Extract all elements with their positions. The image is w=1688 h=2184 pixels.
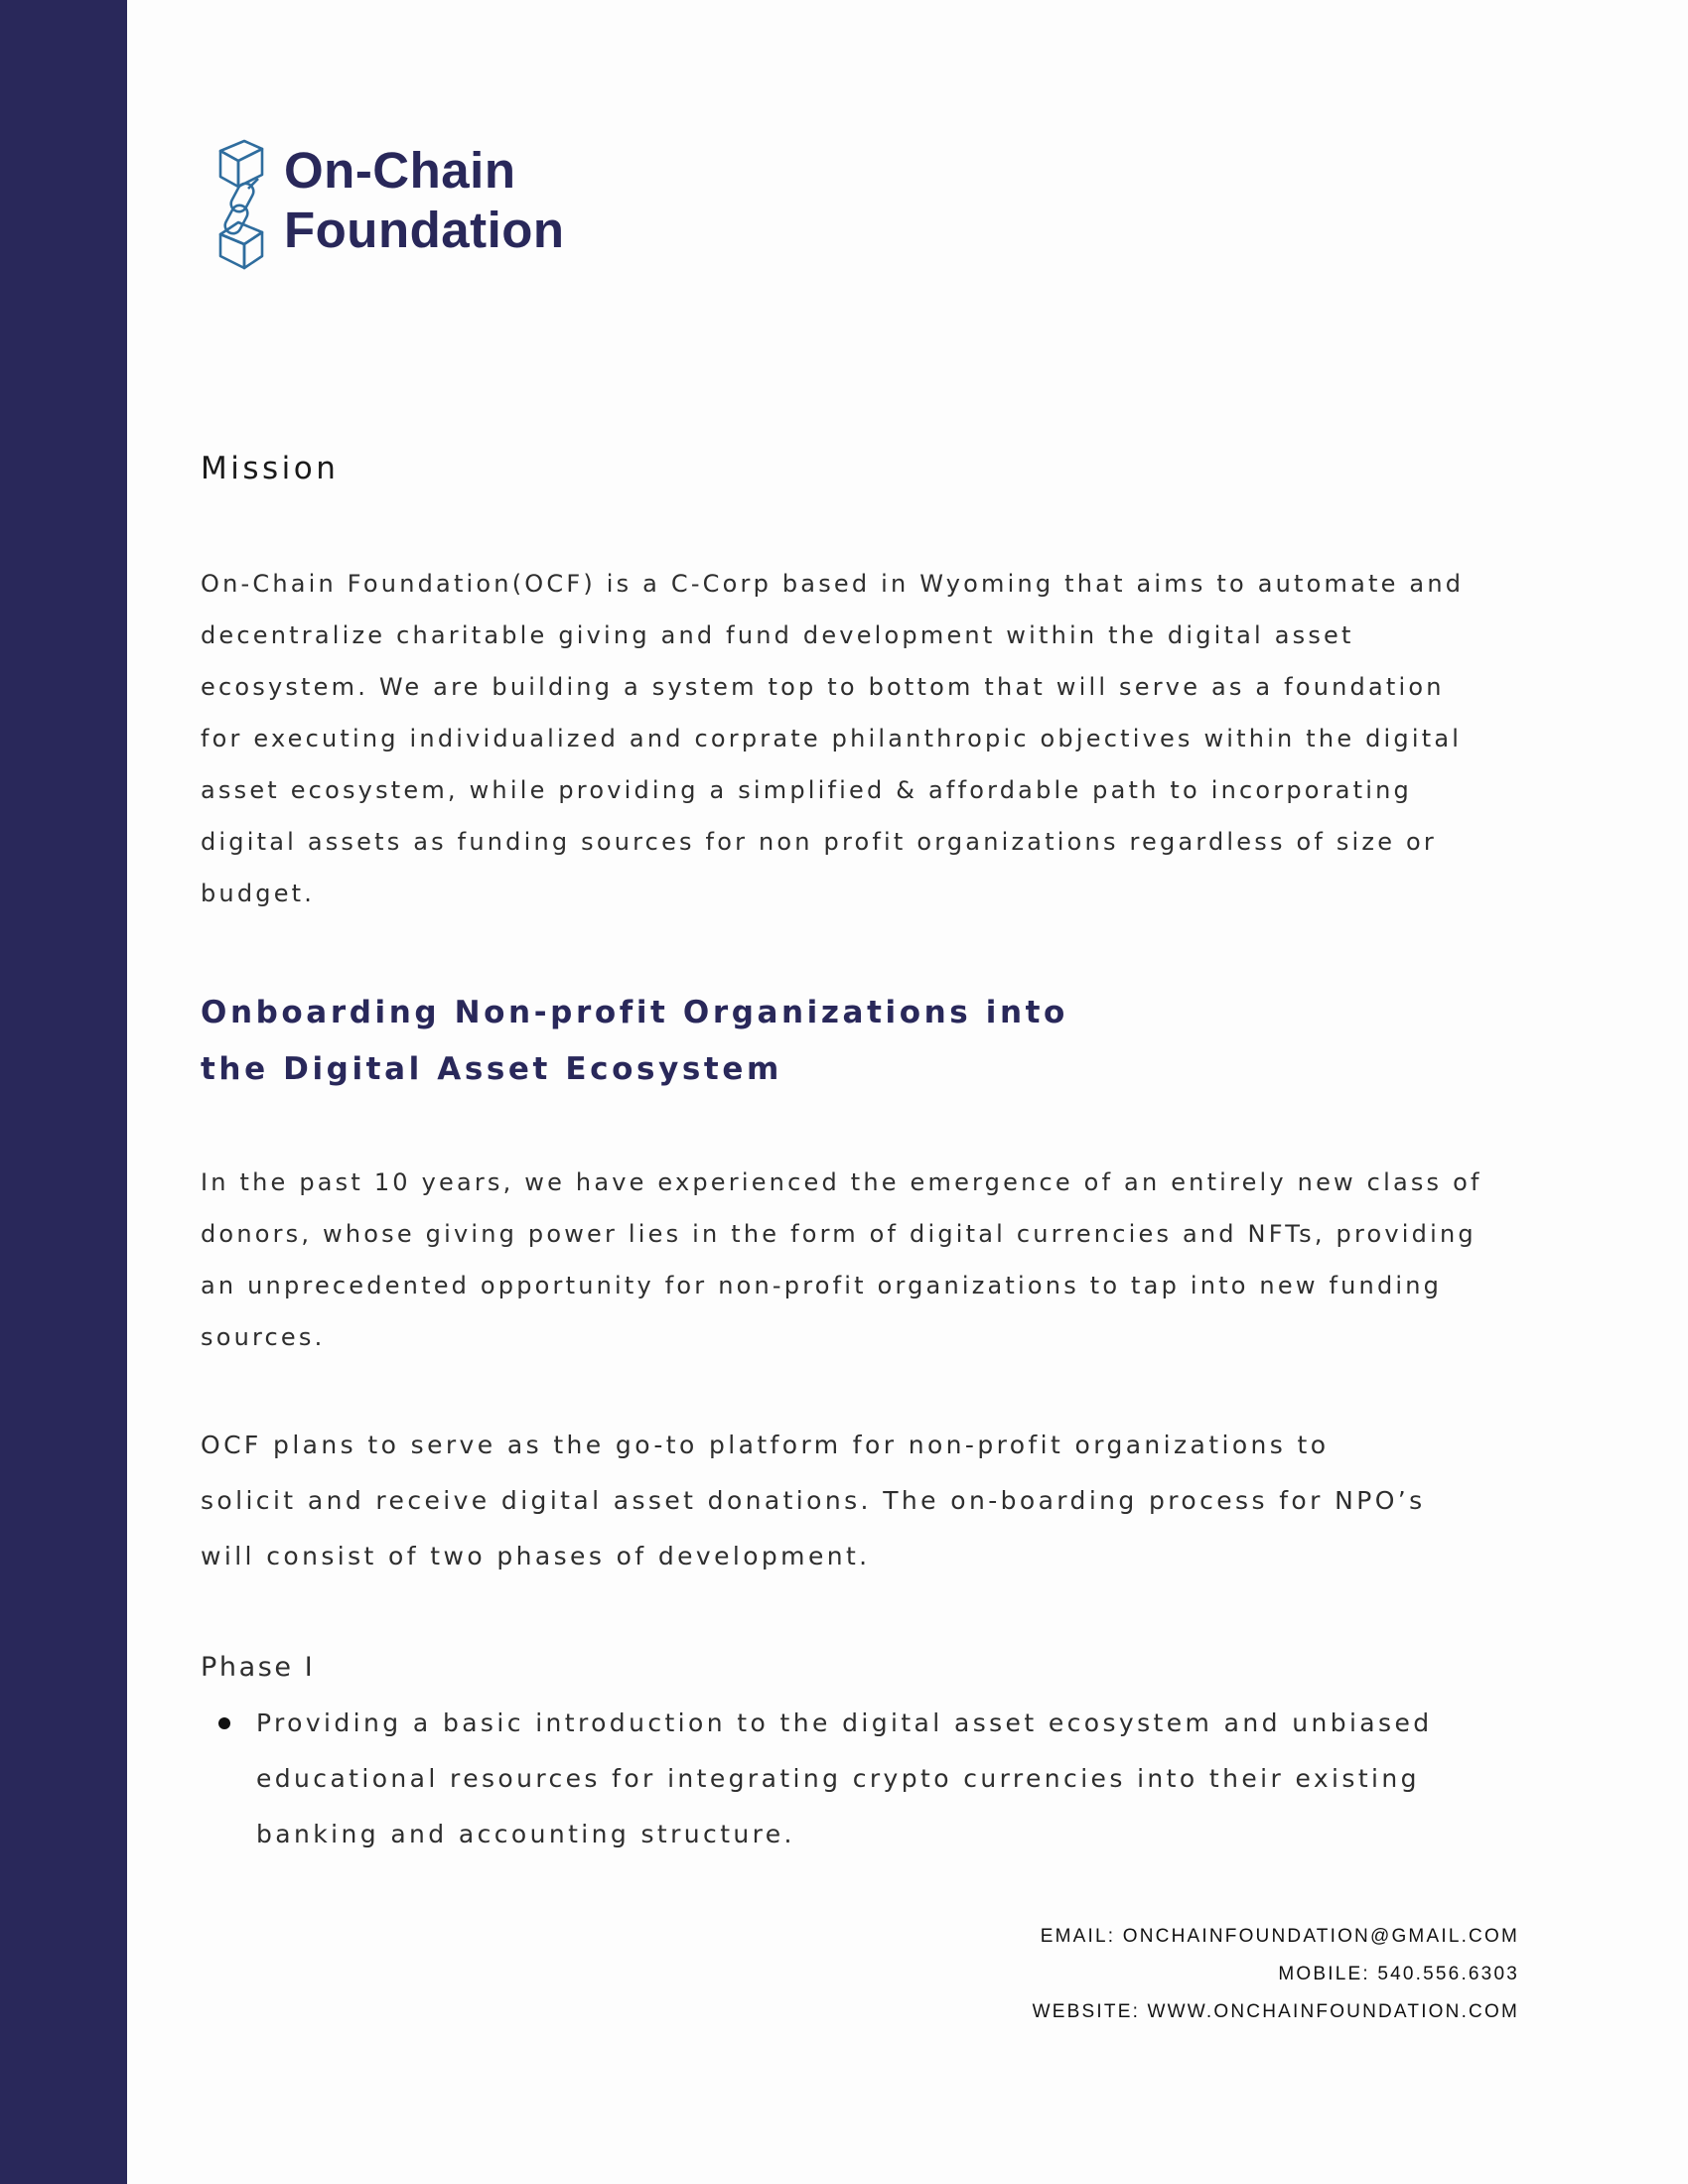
bullet-line: Providing a basic introduction to the digital asset ecosystem and unbiased [256, 1708, 1433, 1737]
mission-heading: Mission [201, 451, 340, 486]
brand-name-line1: On-Chain [284, 142, 516, 199]
phase-1-heading: Phase I [201, 1652, 316, 1683]
chain-cube-icon [214, 139, 280, 270]
mission-paragraph [201, 558, 1472, 919]
onboarding-line: will consist of two phases of development. [201, 1542, 871, 1570]
onboarding-line: In the past 10 years, we have experienced the emergence of an entirely new class of [201, 1168, 1482, 1196]
onboarding-line: sources. [201, 1323, 326, 1351]
mission-line: digital assets as funding sources for non profit organizations regardless of size or [201, 828, 1437, 856]
phase-1-bullet-list [201, 1696, 1472, 1862]
contact-block [1033, 1918, 1519, 2031]
mission-line: for executing individualized and corprate philanthropic objectives within the digital [201, 725, 1463, 752]
brand-logo [214, 139, 592, 270]
mission-line: On-Chain Foundation(OCF) is a C-Corp based in Wyoming that aims to automate and [201, 570, 1465, 598]
onboarding-paragraph-1 [201, 1157, 1482, 1363]
onboarding-heading-line1: Onboarding Non-profit Organizations into [201, 995, 1068, 1030]
brand-name-line2: Foundation [284, 202, 565, 258]
bullet-line: educational resources for integrating crypto currencies into their existing [256, 1764, 1420, 1793]
bullet-line: banking and accounting structure. [256, 1820, 795, 1848]
onboarding-line: donors, whose giving power lies in the form of digital currencies and NFTs, providing [201, 1220, 1477, 1248]
onboarding-paragraph-2 [201, 1418, 1472, 1584]
mission-line: decentralize charitable giving and fund development within the digital asset [201, 621, 1354, 649]
mission-line: ecosystem. We are building a system top to bottom that will serve as a foundation [201, 673, 1445, 701]
onboarding-heading [201, 985, 1472, 1098]
contact-website: WEBSITE: WWW.ONCHAINFOUNDATION.COM [1032, 2001, 1519, 2022]
brand-wordmark [284, 141, 565, 260]
onboarding-heading-line2: the Digital Asset Ecosystem [201, 1051, 782, 1087]
contact-email: EMAIL: ONCHAINFOUNDATION@GMAIL.COM [1040, 1926, 1519, 1947]
bullet-icon [218, 1717, 230, 1729]
contact-mobile: MOBILE: 540.556.6303 [1278, 1964, 1519, 1984]
onboarding-line: OCF plans to serve as the go-to platform for non-profit organizations to [201, 1431, 1330, 1459]
mission-line: asset ecosystem, while providing a simplified & affordable path to incorporating [201, 776, 1412, 804]
list-item [201, 1696, 1472, 1862]
onboarding-line: solicit and receive digital asset donations. The on-boarding process for NPO’s [201, 1486, 1426, 1515]
sidebar-accent-bar [0, 0, 127, 2184]
mission-line: budget. [201, 880, 316, 907]
onboarding-line: an unprecedented opportunity for non-profit organizations to tap into new funding [201, 1272, 1443, 1299]
